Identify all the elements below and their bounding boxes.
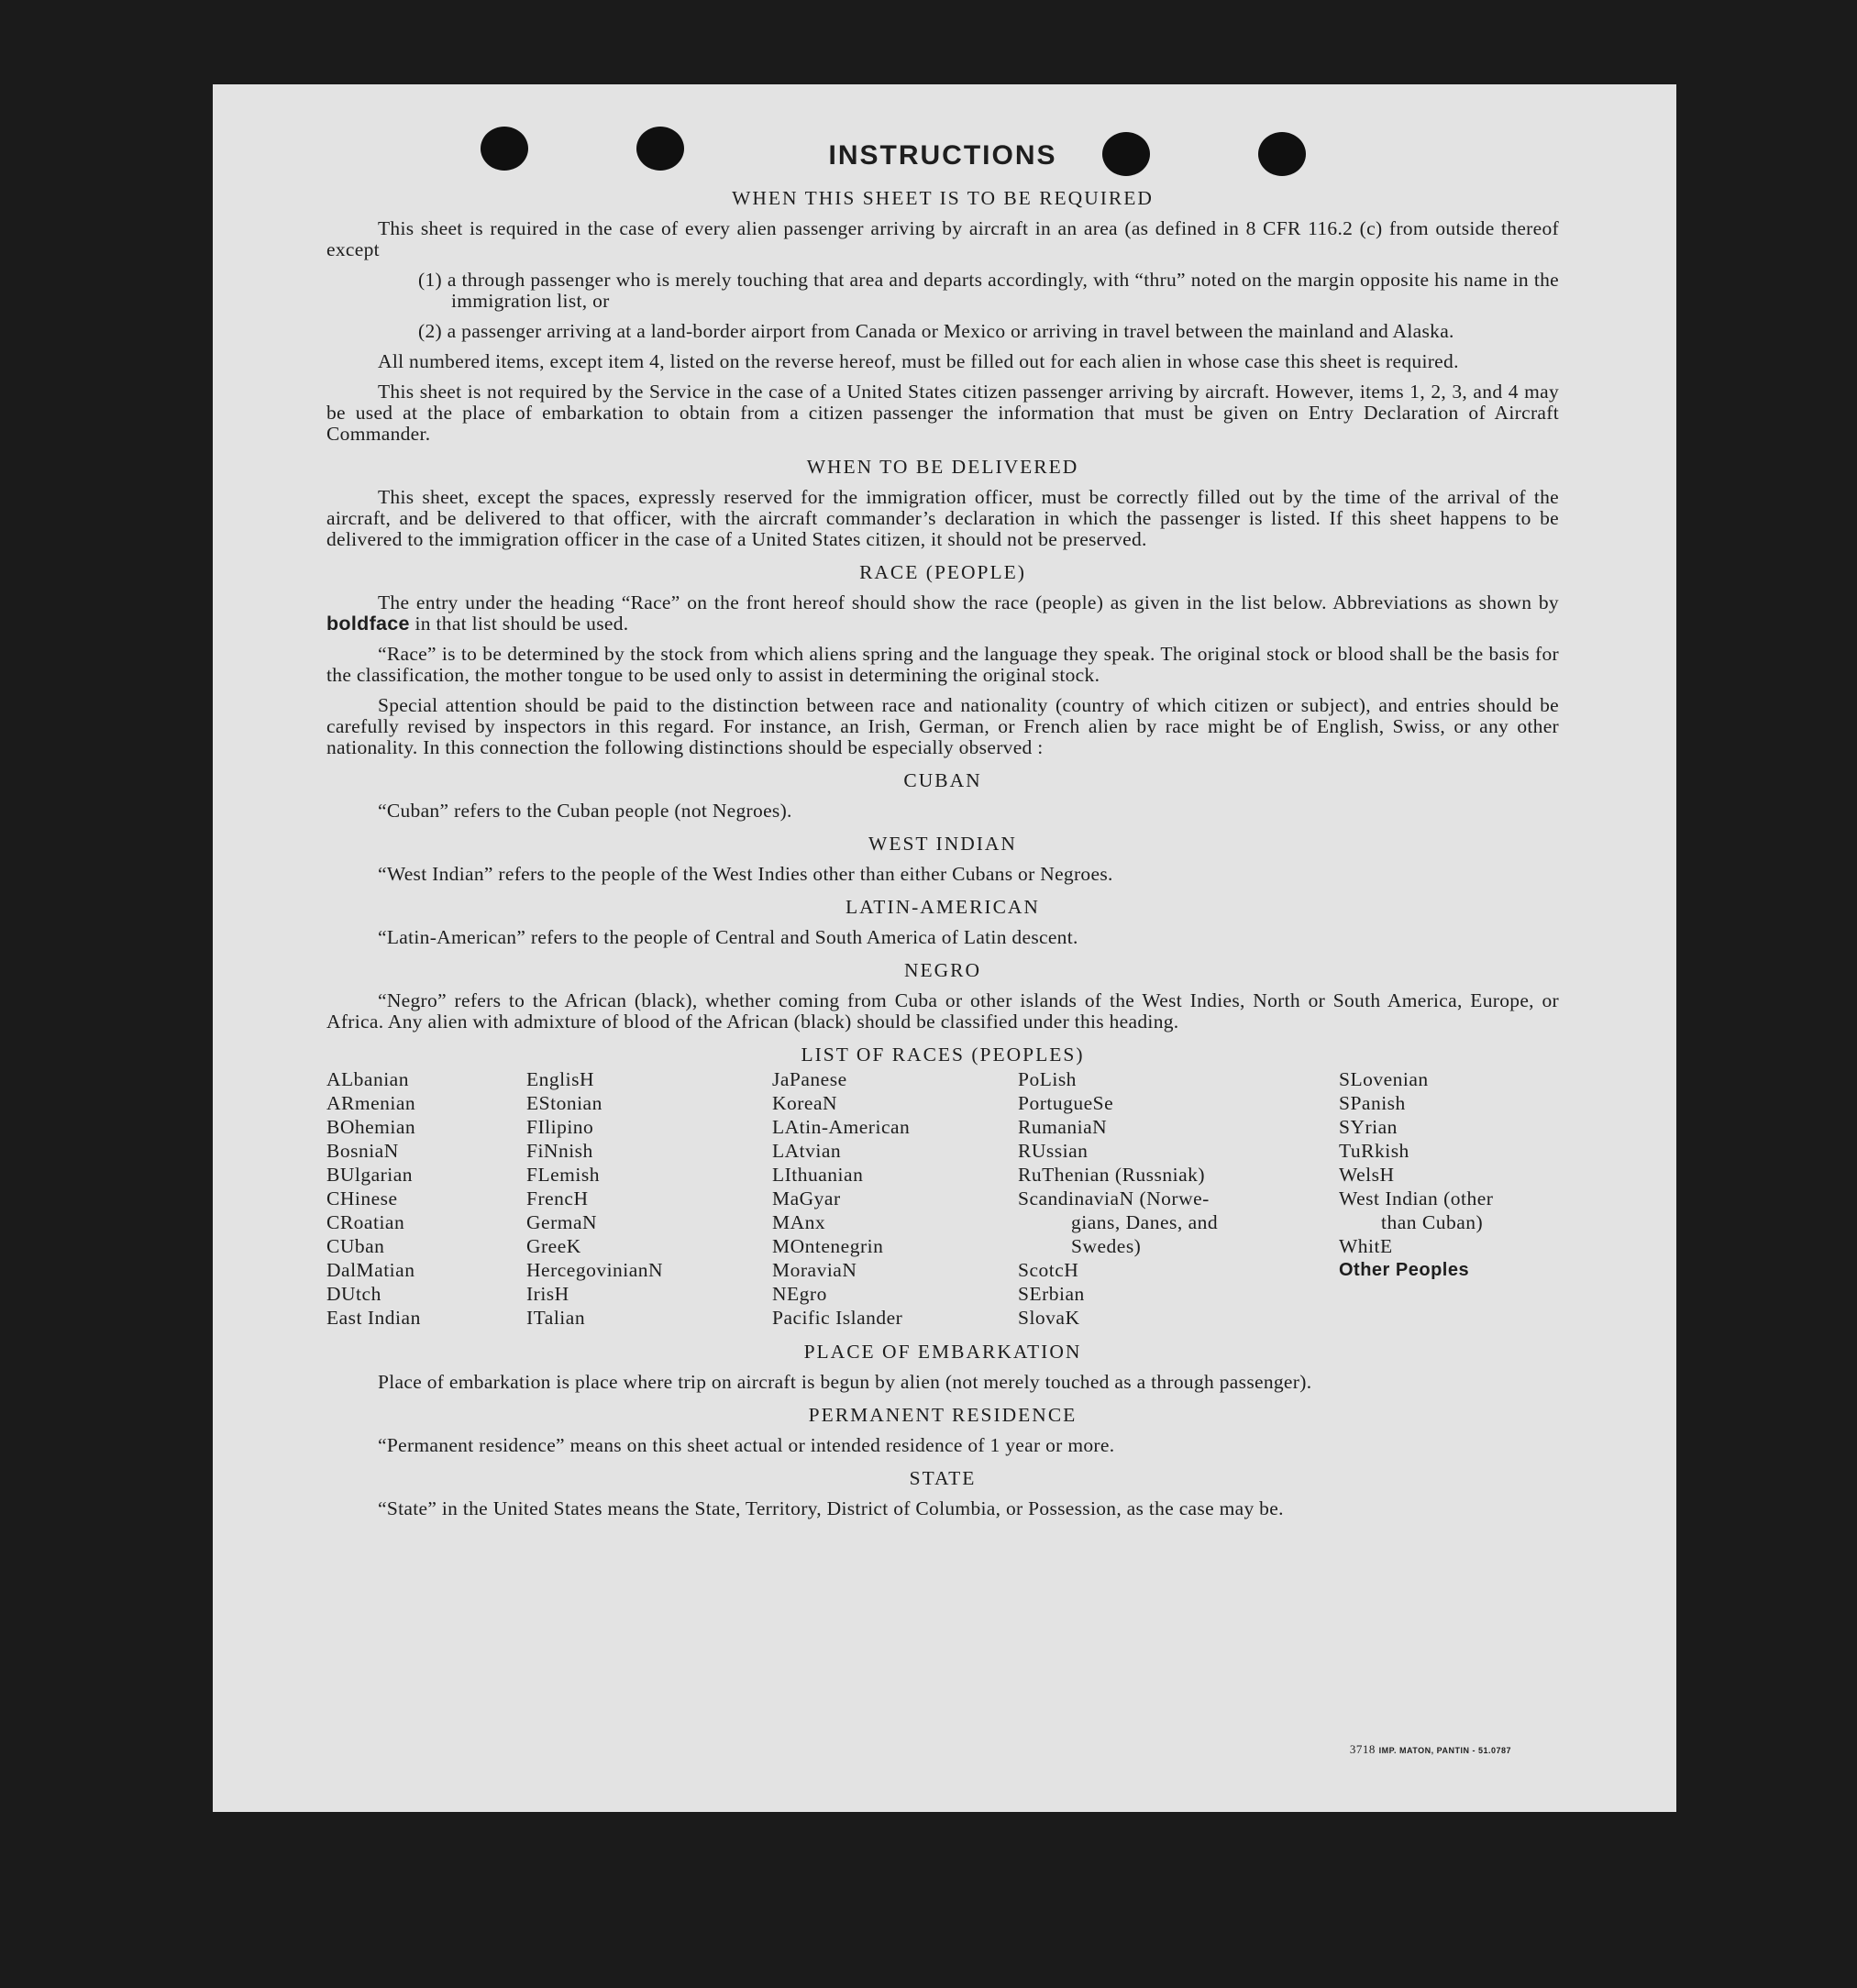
race-entry: WhitE <box>1339 1235 1393 1257</box>
section-heading: PLACE OF EMBARKATION <box>803 1341 1082 1363</box>
paragraph: “Race” is to be determined by the stock from which aliens spring and the language they speak. The original stock or blood shall be the basis for the classification, the mother tongue to be used only to assist in determining the original stock. <box>326 643 1559 686</box>
race-column <box>772 1067 1018 1330</box>
race-entry: LIthuanian <box>772 1164 864 1186</box>
paragraph: This sheet, except the spaces, expressly reserved for the immigration officer, must be correctly filled out by the time of the arrival of the aircraft, and be delivered to that officer, with the aircraft commander’s declaration in which the passenger is listed. If this sheet happens to be delivered to the immigration officer in the case of a United States citizen, it should not be preserved. <box>326 486 1559 550</box>
print-code <box>1350 1742 1511 1757</box>
race-entry: DalMatian <box>326 1259 415 1281</box>
race-column <box>1018 1067 1339 1330</box>
race-entry: PoLish <box>1018 1068 1077 1090</box>
paragraph: “Permanent residence” means on this sheet actual or intended residence of 1 year or more. <box>378 1434 1115 1456</box>
race-entry: Pacific Islander <box>772 1307 903 1329</box>
race-entry: BosniaN <box>326 1140 399 1162</box>
race-entry: Other Peoples <box>1339 1260 1470 1280</box>
race-entry: LAtin-American <box>772 1116 911 1138</box>
list-item: (1) a through passenger who is merely touching that area and departs accordingly, with “thru” noted on the margin opposite his name in the immigration list, or <box>418 269 1559 312</box>
sheet-content <box>326 139 1559 1529</box>
race-entry: MaGyar <box>772 1187 841 1209</box>
paragraph: Special attention should be paid to the distinction between race and nationality (country of which citizen or subject), and entries should be carefully revised by inspectors in this regard. For instance, an Irish, German, or French alien by race might be of English, Swiss, or any other nationality. In this connection the following distinctions should be especially observed : <box>326 694 1559 758</box>
section-heading: LATIN-AMERICAN <box>846 896 1040 918</box>
section-heading: WHEN THIS SHEET IS TO BE REQUIRED <box>732 187 1154 209</box>
race-entry: MOntenegrin <box>772 1235 884 1257</box>
paragraph: “West Indian” refers to the people of the West Indies other than either Cubans or Negroes. <box>378 863 1113 885</box>
boldface-word: boldface <box>326 613 410 635</box>
section-heading: NEGRO <box>903 959 982 981</box>
race-entry: CHinese <box>326 1187 398 1209</box>
race-column <box>326 1067 526 1330</box>
paragraph <box>326 592 1559 635</box>
section-heading: LIST OF RACES (PEOPLES) <box>801 1044 1085 1066</box>
race-entry: MAnx <box>772 1211 826 1233</box>
race-entry: EnglisH <box>526 1068 594 1090</box>
race-entry: EStonian <box>526 1092 602 1114</box>
race-entry: SErbian <box>1018 1283 1085 1305</box>
race-entry: SLovenian <box>1339 1068 1429 1090</box>
section-heading: WHEN TO BE DELIVERED <box>806 456 1079 478</box>
section-heading: PERMANENT RESIDENCE <box>808 1404 1078 1426</box>
paragraph: “Negro” refers to the African (black), whether coming from Cuba or other islands of the West Indies, North or South America, Europe, or Africa. Any alien with admixture of blood of the African (black) should be classified under this heading. <box>326 989 1559 1033</box>
page-title: INSTRUCTIONS <box>828 140 1057 171</box>
race-entry: FIlipino <box>526 1116 594 1138</box>
race-entry: RuThenian (Russniak) <box>1018 1164 1206 1186</box>
section-heading: STATE <box>909 1467 977 1489</box>
paragraph: This sheet is required in the case of every alien passenger arriving by aircraft in an area (as defined in 8 CFR 116.2 (c) from outside thereof except <box>326 217 1559 260</box>
race-entry: West Indian (other <box>1339 1187 1494 1209</box>
race-entry: DUtch <box>326 1283 381 1305</box>
text-run: The entry under the heading “Race” on the front hereof should show the race (people) as given in the list below. Abbreviations as shown by <box>378 591 1559 613</box>
section-heading: WEST INDIAN <box>868 833 1017 855</box>
race-entry: MoraviaN <box>772 1259 857 1281</box>
race-entry: WelsH <box>1339 1164 1395 1186</box>
paragraph: “Latin-American” refers to the people of Central and South America of Latin descent. <box>378 926 1078 948</box>
race-list <box>326 1067 1559 1330</box>
race-entry: ScotcH <box>1018 1259 1079 1281</box>
race-entry: RUssian <box>1018 1140 1089 1162</box>
race-entry: JaPanese <box>772 1068 847 1090</box>
race-entry: SlovaK <box>1018 1307 1080 1329</box>
race-entry: KoreaN <box>772 1092 838 1114</box>
race-entry: ALbanian <box>326 1068 409 1090</box>
section-heading: RACE (PEOPLE) <box>859 561 1026 583</box>
paragraph: This sheet is not required by the Service in the case of a United States citizen passenger arriving by aircraft. However, items 1, 2, 3, and 4 may be used at the place of embarkation to obtain from a citizen passenger the information that must be given on Entry Declaration of Aircraft Commander. <box>326 381 1559 445</box>
race-entry: HercegovinianN <box>526 1259 664 1281</box>
race-entry: ARmenian <box>326 1092 416 1114</box>
race-entry: FLemish <box>526 1164 600 1186</box>
race-entry: ScandinaviaN (Norwe- <box>1018 1187 1210 1209</box>
race-entry: BOhemian <box>326 1116 416 1138</box>
race-entry: East Indian <box>326 1307 421 1329</box>
race-entry: ITalian <box>526 1307 586 1329</box>
printer-imprint: IMP. MATON, PANTIN - 51.0787 <box>1378 1746 1511 1755</box>
race-entry-continued: gians, Danes, and <box>1071 1211 1219 1233</box>
section-heading: CUBAN <box>903 769 982 791</box>
race-entry: RumaniaN <box>1018 1116 1108 1138</box>
race-entry-continued: Swedes) <box>1071 1235 1142 1257</box>
race-entry-continued: than Cuban) <box>1381 1211 1484 1233</box>
race-entry: LAtvian <box>772 1140 842 1162</box>
race-entry: SPanish <box>1339 1092 1406 1114</box>
race-entry: GermaN <box>526 1211 598 1233</box>
race-entry: TuRkish <box>1339 1140 1409 1162</box>
race-entry: SYrian <box>1339 1116 1398 1138</box>
race-entry: IrisH <box>526 1283 569 1305</box>
race-entry: PortugueSe <box>1018 1092 1114 1114</box>
text-run: in that list should be used. <box>415 613 629 635</box>
race-entry: GreeK <box>526 1235 581 1257</box>
paragraph: “State” in the United States means the State, Territory, District of Columbia, or Possession, as the case may be. <box>378 1497 1284 1519</box>
paragraph: All numbered items, except item 4, listed on the reverse hereof, must be filled out for each alien in whose case this sheet is required. <box>378 350 1459 372</box>
list-item: (2) a passenger arriving at a land-border airport from Canada or Mexico or arriving in travel between the mainland and Alaska. <box>418 320 1454 342</box>
race-entry: BUlgarian <box>326 1164 414 1186</box>
form-number: 3718 <box>1349 1742 1376 1756</box>
race-column <box>1339 1067 1559 1330</box>
instruction-sheet <box>213 84 1676 1812</box>
race-column <box>526 1067 772 1330</box>
race-entry: CRoatian <box>326 1211 405 1233</box>
paragraph: “Cuban” refers to the Cuban people (not Negroes). <box>378 800 792 822</box>
paragraph: Place of embarkation is place where trip on aircraft is begun by alien (not merely touched as a through passenger). <box>378 1371 1312 1393</box>
race-entry: FiNnish <box>526 1140 593 1162</box>
race-entry: FrencH <box>526 1187 589 1209</box>
race-entry: NEgro <box>772 1283 827 1305</box>
race-entry: CUban <box>326 1235 385 1257</box>
